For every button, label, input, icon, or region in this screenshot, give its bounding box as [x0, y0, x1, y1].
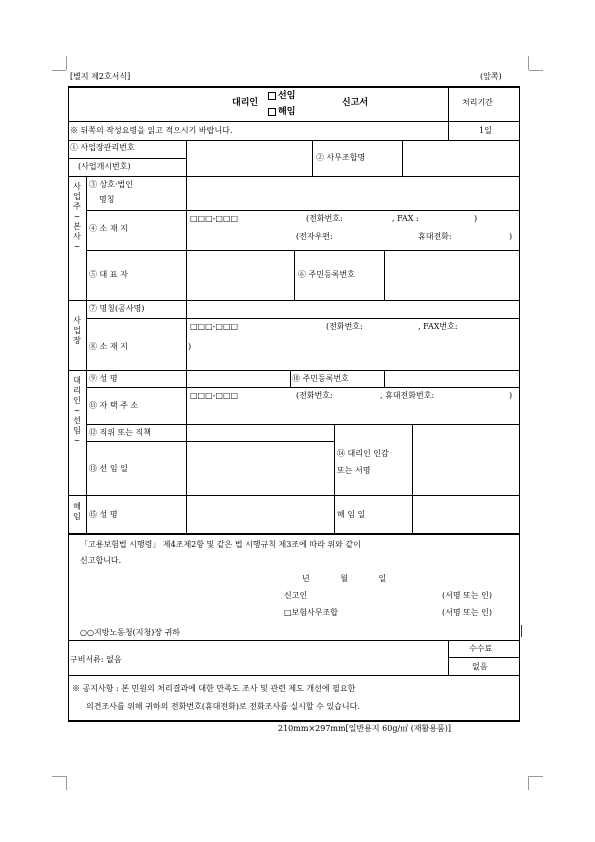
agent-id-value[interactable]	[388, 372, 516, 385]
instruction-notice: ※ 뒤쪽의 작성요령을 읽고 적으시기 바랍니다.	[70, 126, 233, 135]
line-r9-bottom	[86, 387, 520, 388]
line-r8-bottom	[68, 370, 520, 371]
agent-position-value[interactable]	[190, 427, 330, 439]
address-mobile-label: 휴대전화:	[418, 232, 452, 241]
office-union-label: ② 사무조합명	[316, 153, 366, 162]
workplace-postal-code[interactable]: □□□-□□□	[190, 322, 239, 331]
line-r1-label-right	[186, 140, 187, 176]
agent-name-value[interactable]	[190, 372, 286, 385]
form-number: [별지 제2호서식]	[70, 72, 131, 81]
appointment-date-label: ⑬ 선 임 일	[89, 464, 128, 473]
front-side-label: (앞쪽)	[480, 72, 502, 81]
agent-seal-value[interactable]	[416, 428, 516, 491]
line-r12-bottom	[86, 441, 334, 442]
address-phone-label: (전화번호:	[306, 214, 343, 223]
business-start-number-label: (사업개시번호)	[78, 162, 131, 171]
agent-name-label: ⑨ 성 명	[89, 374, 118, 383]
line-notice-bottom	[68, 140, 520, 141]
title-option-appoint[interactable]	[268, 91, 295, 101]
line-fee-mid	[448, 657, 520, 658]
address-email-label: (전자우편:	[296, 232, 333, 241]
required-documents: 구비서류: 없음	[70, 655, 122, 664]
table-left-border	[68, 86, 69, 720]
workplace-address-label: ⑧ 소 재 지	[89, 342, 128, 351]
crop-mark-bottom-left	[66, 776, 67, 790]
agent-id-label: ⑩ 주민등록번호	[292, 374, 349, 383]
reporter-signature[interactable]: (서명 또는 인)	[442, 591, 492, 600]
agent-postal-code[interactable]: □□□-□□□	[190, 391, 239, 400]
declaration-line-2: 신고합니다.	[80, 556, 122, 565]
dismiss-label: 해임	[278, 107, 296, 117]
crop-mark-top-left	[66, 56, 67, 70]
union-signature[interactable]: (서명 또는 인)	[442, 608, 492, 617]
line-r4-bottom	[86, 250, 520, 251]
agent-phone-label: (전화번호:	[296, 391, 333, 400]
agent-home-address-label: ⑪ 자 택 주 소	[89, 401, 139, 410]
crop-mark-bottom-right-h	[529, 776, 543, 777]
office-union-value[interactable]	[406, 143, 516, 173]
address-postal-code[interactable]: □□□-□□□	[190, 214, 239, 223]
insurance-union-label: □보험사무조합	[284, 608, 338, 617]
table-bottom-border	[68, 720, 520, 722]
workplace-fax-label: , FAX번호:	[418, 322, 458, 331]
line-label-col	[186, 176, 187, 533]
agent-seal-label-2: 또는 서명	[337, 466, 371, 475]
address-email-close: )	[509, 232, 513, 241]
address-phone-close: )	[474, 214, 478, 223]
workplace-name-label: ⑦ 명칭(공사명)	[89, 304, 145, 313]
appoint-label: 선임	[278, 91, 296, 101]
dismissal-date-value[interactable]	[416, 499, 516, 529]
line-r3-bottom	[86, 210, 520, 211]
line-r1-bottom	[68, 176, 520, 177]
agent-group-label: 대리인∼선임∼	[73, 376, 81, 445]
company-name-value[interactable]	[190, 182, 516, 206]
workplace-group-label: 사업장	[73, 316, 81, 345]
line-r1-union-right	[402, 140, 403, 176]
crop-mark-top-left-h	[52, 70, 66, 71]
agent-mobile-label: , 휴대전화번호:	[380, 391, 435, 400]
line-r5-mid2	[384, 250, 385, 300]
crop-mark-bottom-right	[528, 776, 529, 790]
address-label: ④ 소 재 지	[89, 224, 128, 233]
paper-spec: 210mm×297mm[일반용지 60g/㎡ (재활용품)]	[278, 724, 451, 733]
line-r11-bottom	[86, 424, 520, 425]
line-fee-left	[448, 640, 449, 675]
crop-mark-top-right-h	[529, 70, 543, 71]
dismissal-date-label: 해 임 일	[337, 510, 366, 519]
line-r1-union-left	[312, 140, 313, 176]
business-owner-group-label: 사업주∼본사∼	[73, 182, 81, 251]
representative-id-label: ⑥ 주민등록번호	[298, 270, 355, 279]
line-docs-bottom	[68, 675, 520, 676]
representative-id-value[interactable]	[388, 254, 516, 296]
addressee: ○○지방노동청(지청)장 귀하	[80, 628, 181, 637]
processing-period-value: 1일	[479, 126, 492, 135]
workplace-phone-label: (전화번호:	[326, 322, 363, 331]
line-r5-bottom	[68, 300, 520, 301]
line-r9-mid2	[384, 370, 385, 387]
line-r5-mid1	[294, 250, 295, 300]
line-r1-mid	[68, 158, 186, 159]
reporter-label: 신고인	[284, 591, 308, 600]
dismiss-checkbox[interactable]	[268, 108, 276, 116]
line-period-left	[448, 86, 449, 140]
public-notice-line-2: 의견조사를 위해 귀하의 전화번호(휴대전화)로 전화조사를 실시할 수 있습니다.	[86, 702, 360, 711]
crop-mark-top-right	[528, 56, 529, 70]
line-r15-bottom	[68, 533, 520, 535]
title-option-dismiss[interactable]	[268, 107, 295, 117]
address-fax-label: , FAX :	[392, 214, 419, 223]
agent-seal-label: ⑭ 대리인 인감	[337, 449, 389, 458]
dismiss-group-label: 해임	[73, 502, 81, 521]
fee-value: 없음	[472, 662, 488, 671]
line-declaration-bottom	[68, 640, 520, 641]
title-prefix: 대리인	[232, 98, 259, 108]
agent-phone-close: )	[509, 391, 513, 400]
table-top-border	[68, 86, 520, 88]
line-title-bottom	[68, 121, 520, 122]
appoint-checkbox[interactable]	[268, 92, 276, 100]
fee-label: 수수료	[469, 644, 493, 653]
title-suffix: 신고서	[342, 98, 369, 108]
line-r9-mid1	[290, 370, 291, 387]
workplace-name-value[interactable]	[190, 303, 516, 316]
business-number-value[interactable]	[190, 143, 308, 173]
appointment-date-value[interactable]	[190, 445, 330, 491]
company-name-label: ③ 상호·법인	[89, 180, 133, 189]
business-number-label: ① 사업장관리번호	[70, 143, 135, 152]
processing-period-label: 처리기간	[462, 98, 493, 107]
representative-label: ⑤ 대 표 자	[89, 270, 128, 279]
line-r14-bottom	[68, 495, 520, 496]
dismissed-name-value[interactable]	[190, 499, 330, 529]
table-right-border	[519, 86, 520, 720]
agent-position-label: ⑫ 직위 또는 직책	[89, 428, 151, 437]
line-r14-right	[412, 424, 413, 533]
declaration-date[interactable]: 년 월 일	[302, 574, 387, 583]
representative-value[interactable]	[190, 254, 290, 296]
dismissed-name-label: ⑮ 성 명	[89, 510, 118, 519]
company-name-label-2: 명칭	[99, 195, 115, 204]
line-r7-bottom	[86, 318, 520, 319]
crop-mark-bottom-left-h	[52, 776, 66, 777]
public-notice-line-1: ※ 공지사항 : 본 민원의 처리결과에 대한 만족도 조사 및 관련 제도 개선에 필요한	[72, 684, 356, 693]
workplace-close: )	[188, 342, 192, 351]
right-margin-tick	[521, 625, 522, 637]
line-r14-left	[334, 424, 335, 533]
line-group-col	[86, 176, 87, 533]
declaration-line-1: 「고용보험법 시행령」 제4조제2항 및 같은 법 시행규칙 제3조에 따라 위와 같이	[80, 540, 361, 549]
